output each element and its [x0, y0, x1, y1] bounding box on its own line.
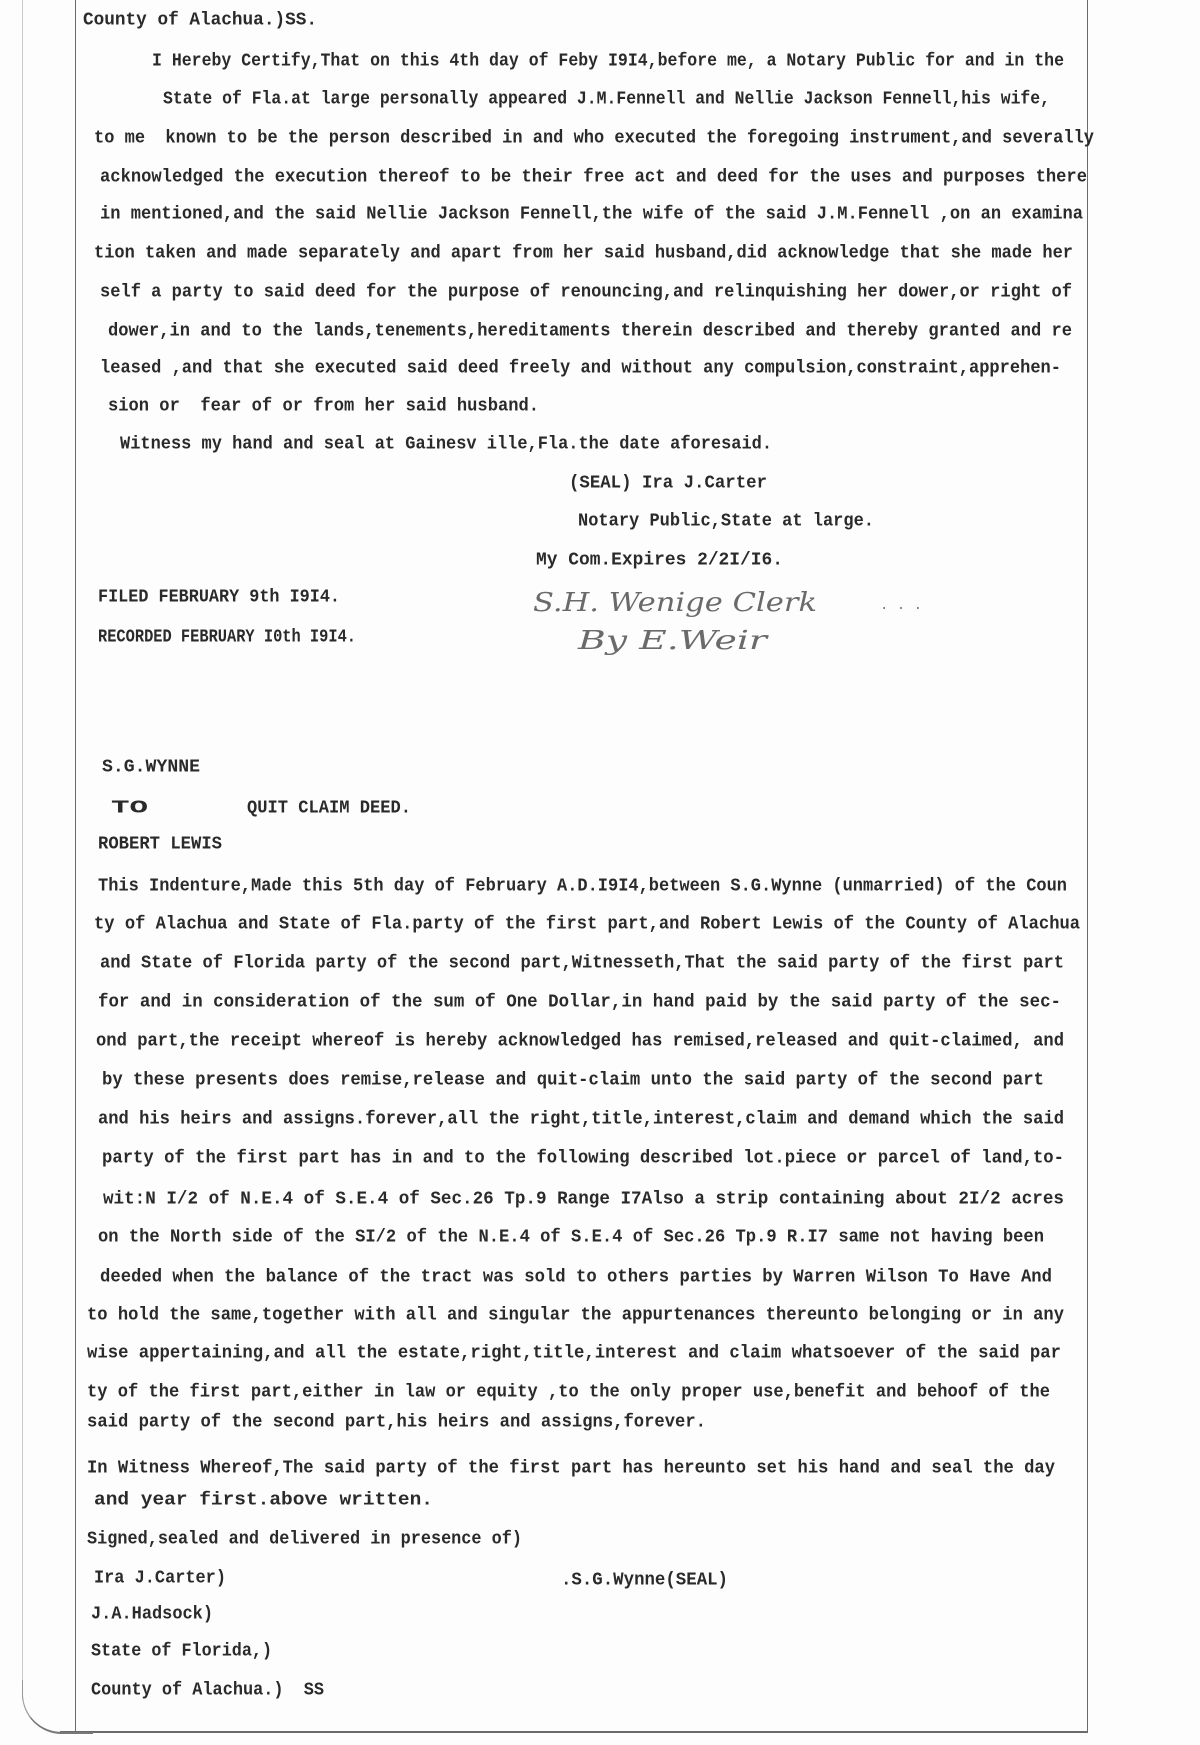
- text-line: deeded when the balance of the tract was sold to others parties by Warren Wilson To Have And: [100, 1266, 1052, 1288]
- text-line: wise appertaining,and all the estate,right,title,interest and claim whatsoever of the said par: [87, 1342, 1061, 1364]
- text-line: to me known to be the person described in and who executed the foregoing instrument,and severally: [94, 127, 1094, 149]
- text-line: ty of the first part,either in law or equity ,to the only proper use,benefit and behoof of the: [87, 1381, 1050, 1403]
- text-line: acknowledged the execution thereof to be their free act and deed for the uses and purposes there: [100, 166, 1087, 188]
- grantor-name: S.G.WYNNE: [102, 756, 200, 778]
- text-line: and year first.above written.: [94, 1489, 433, 1511]
- commission-expiry: My Com.Expires 2/2I/I6.: [536, 549, 783, 571]
- witness-2: J.A.Hadsock): [91, 1603, 213, 1625]
- text-line: for and in consideration of the sum of One Dollar,in hand paid by the said party of the sec-: [98, 991, 1061, 1013]
- notary-seal-signature: (SEAL) Ira J.Carter: [569, 472, 767, 494]
- deed-type: QUIT CLAIM DEED.: [247, 797, 411, 819]
- text-line: ond part,the receipt whereof is hereby acknowledged has remised,released and quit-claimed, and: [96, 1030, 1064, 1052]
- text-line: and his heirs and assigns.forever,all the right,title,interest,claim and demand which the said: [98, 1108, 1064, 1130]
- text-line: I Hereby Certify,That on this 4th day of Feby I9I4,before me, a Notary Public for and in the: [152, 50, 1064, 72]
- text-line: sion or fear of or from her said husband.: [108, 395, 539, 417]
- state-heading: State of Florida,): [91, 1640, 272, 1662]
- text-line: leased ,and that she executed said deed freely and without any compulsion,constraint,apprehen-: [100, 357, 1061, 379]
- text-line: This Indenture,Made this 5th day of February A.D.I9I4,between S.G.Wynne (unmarried) of the Coun: [98, 875, 1067, 897]
- text-line: said party of the second part,his heirs and assigns,forever.: [87, 1411, 706, 1433]
- text-line: in mentioned,and the said Nellie Jackson Fennell,the wife of the said J.M.Fennell ,on an examina: [100, 203, 1083, 225]
- speckle: . . .: [880, 598, 923, 614]
- text-line: and State of Florida party of the second part,Witnesseth,That the said party of the first part: [100, 952, 1064, 974]
- left-margin-rule: [75, 0, 76, 1731]
- text-line: self a party to said deed for the purpose of renouncing,and relinquishing her dower,or right of: [100, 281, 1072, 303]
- text-line: tion taken and made separately and apart from her said husband,did acknowledge that she made her: [94, 242, 1073, 264]
- land-description-line: on the North side of the SI/2 of the N.E.4 of S.E.4 of Sec.26 Tp.9 R.I7 same not having been: [98, 1226, 1044, 1248]
- grantor-signature: .S.G.Wynne(SEAL): [561, 1569, 728, 1591]
- recorded-date: RECORDED FEBRUARY I0th I9I4.: [98, 626, 356, 648]
- text-line: In Witness Whereof,The said party of the first part has hereunto set his hand and seal the day: [87, 1457, 1055, 1479]
- county-heading: County of Alachua.)SS.: [83, 9, 317, 31]
- filed-date: FILED FEBRUARY 9th I9I4.: [98, 586, 340, 608]
- text-line: State of Fla.at large personally appeared J.M.Fennell and Nellie Jackson Fennell,his wife,: [163, 88, 1050, 110]
- text-line: ty of Alachua and State of Fla.party of the first part,and Robert Lewis of the County of Alachua: [94, 913, 1080, 935]
- text-line: Signed,sealed and delivered in presence of): [87, 1528, 522, 1550]
- text-line: by these presents does remise,release and quit-claim unto the said party of the second part: [102, 1069, 1044, 1091]
- deputy-handwritten-signature: By E.Weir: [578, 626, 767, 656]
- right-margin-rule: [1087, 0, 1088, 1731]
- land-description-line: wit:N I/2 of N.E.4 of S.E.4 of Sec.26 Tp.9 Range I7Also a strip containing about 2I/2 acres: [103, 1188, 1064, 1210]
- text-line: dower,in and to the lands,tenements,hereditaments therein described and thereby granted and re: [108, 320, 1072, 342]
- notary-title: Notary Public,State at large.: [578, 510, 874, 532]
- to-label: TO: [111, 797, 148, 819]
- witness-line: Witness my hand and seal at Gainesv ille,Fla.the date aforesaid.: [120, 433, 772, 455]
- county-heading: County of Alachua.) SS: [91, 1679, 324, 1701]
- bottom-rule: [60, 1731, 1088, 1733]
- text-line: to hold the same,together with all and singular the appurtenances thereunto belonging or in any: [87, 1304, 1064, 1326]
- grantee-name: ROBERT LEWIS: [98, 833, 222, 855]
- text-line: party of the first part has in and to the following described lot.piece or parcel of land,to-: [102, 1147, 1064, 1169]
- witness-1: Ira J.Carter): [94, 1567, 226, 1589]
- page-curl: [22, 1680, 93, 1734]
- page-edge: [22, 0, 23, 1700]
- clerk-handwritten-signature: S.H. Wenige Clerk: [533, 588, 817, 618]
